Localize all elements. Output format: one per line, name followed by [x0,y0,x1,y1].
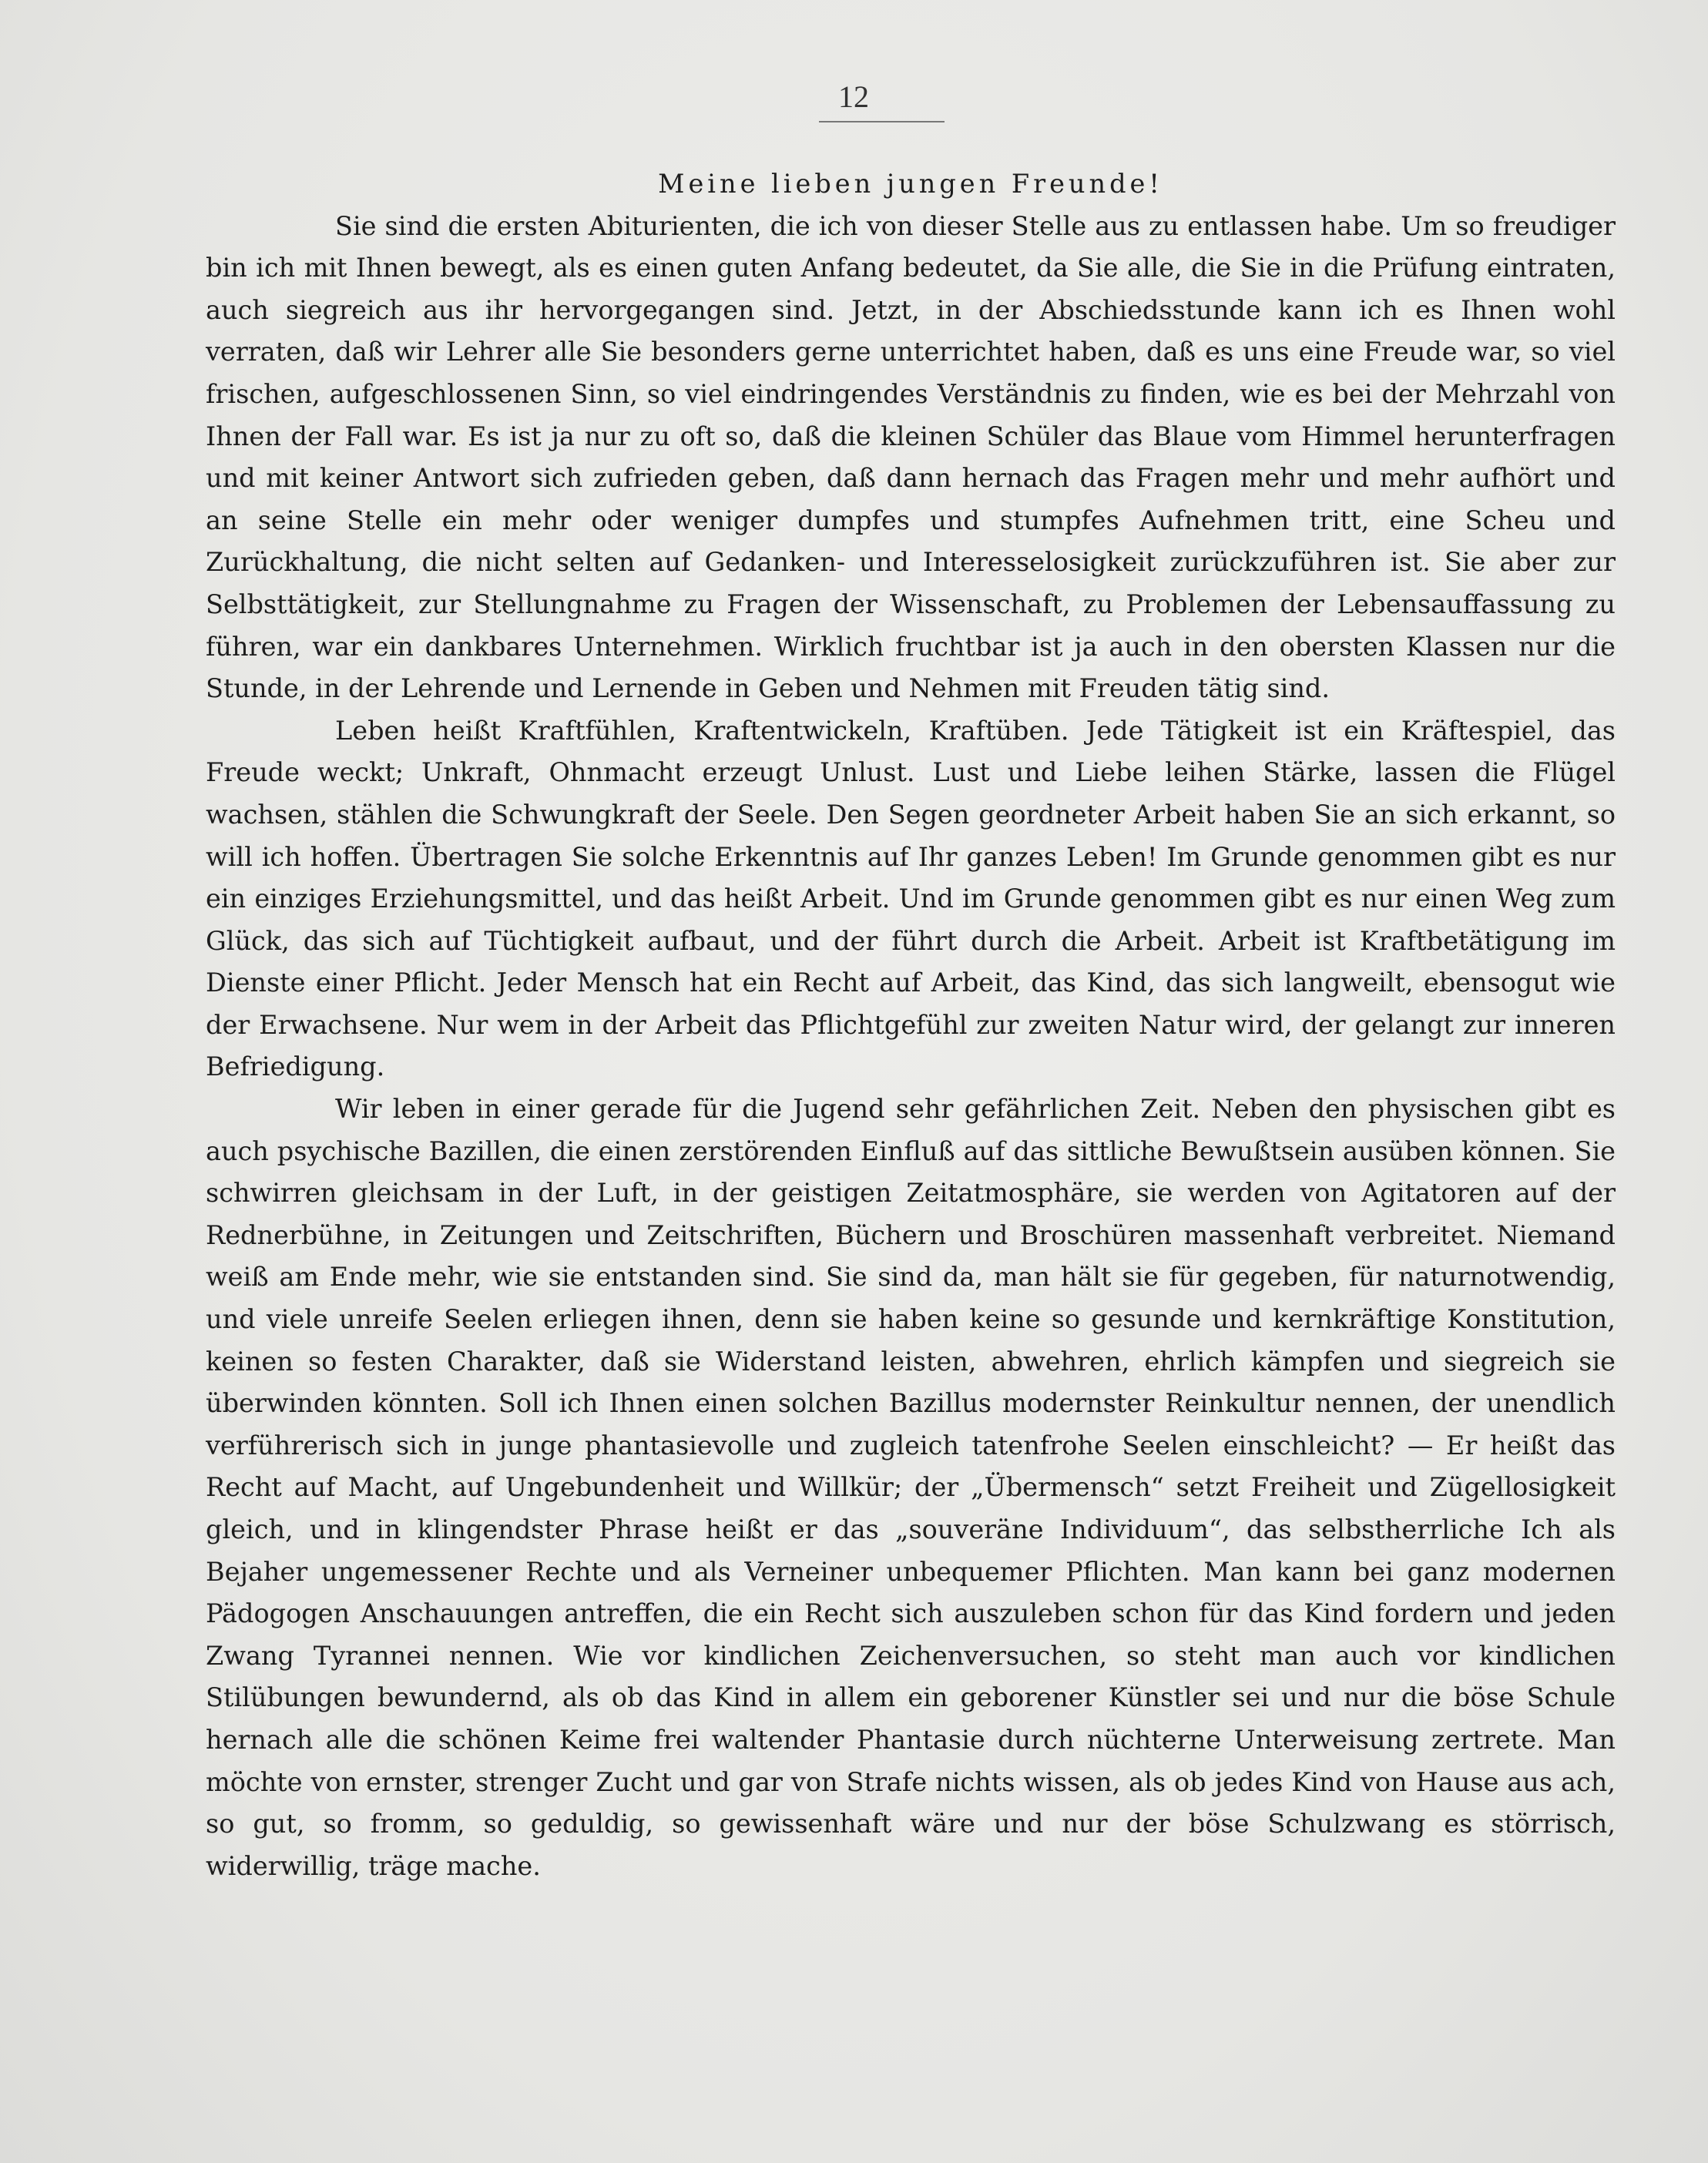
paragraph-1: Sie sind die ersten Abiturienten, die ich von dieser Stelle aus zu entlassen habe. Um so freudiger bin ich mit Ihnen bewegt, als es einen guten Anfang bedeutet, da Sie alle, die Sie in die Prüfung eintraten, auch siegreich aus ihr hervorgegangen sind. Jetzt, in der Abschiedsstunde kann ich es Ihnen wohl verraten, daß wir Lehrer alle Sie besonders gerne unterrichtet haben, daß es uns eine Freude war, so viel frischen, aufgeschlossenen Sinn, so viel eindringendes Verständnis zu finden, wie es bei der Mehrzahl von Ihnen der Fall war. Es ist ja nur zu oft so, daß die kleinen Schüler das Blaue vom Himmel herunterfragen und mit keiner Antwort sich zufrieden geben, daß dann hernach das Fragen mehr und mehr aufhört und an seine Stelle ein mehr oder weniger dumpfes und stumpfes Aufnehmen tritt, eine Scheu und Zurückhaltung, die nicht selten auf Gedanken- und Interesselosigkeit zurückzuführen ist. Sie aber zur Selbsttätigkeit, zur Stellungnahme zu Fragen der Wissenschaft, zu Problemen der Lebensauffassung zu führen, war ein dankbares Unternehmen. Wirklich fruchtbar ist ja auch in den obersten Klassen nur die Stunde, in der Lehrende und Lernende in Geben und Nehmen mit Freuden tätig sind. [206,210,1616,704]
page-number-rule [819,121,945,122]
body-text [206,163,1616,1887]
page-number: 12 [838,79,869,114]
salutation: Meine lieben jungen Freunde! [658,169,1163,199]
paragraph-3: Wir leben in einer gerade für die Jugend sehr gefährlichen Zeit. Neben den physischen gibt es auch psychische Bazillen, die einen zerstörenden Einfluß auf das sittliche Bewußtsein ausüben können. Sie schwirren gleichsam in der Luft, in der geistigen Zeitatmosphäre, sie werden von Agitatoren auf der Rednerbühne, in Zeitungen und Zeitschriften, Büchern und Broschüren massenhaft verbreitet. Niemand weiß am Ende mehr, wie sie entstanden sind. Sie sind da, man hält sie für gegeben, für naturnotwendig, und viele unreife Seelen erliegen ihnen, denn sie haben keine so gesunde und kernkräftige Konstitution, keinen so festen Charakter, daß sie Widerstand leisten, abwehren, ehrlich kämpfen und siegreich sie überwinden könnten. Soll ich Ihnen einen solchen Bazillus modernster Reinkultur nennen, der unendlich verführerisch sich in junge phantasievolle und zugleich tatenfrohe Seelen einschleicht? — Er heißt das Recht auf Macht, auf Ungebundenheit und Willkür; der „Übermensch“ setzt Freiheit und Zügellosigkeit gleich, und in klingendster Phrase heißt er das „souveräne Individuum“, das selbstherrliche Ich als Bejaher ungemessener Rechte und als Verneiner unbequemer Pflichten. Man kann bei ganz modernen Pädogogen Anschauungen antreffen, die ein Recht sich auszuleben schon für das Kind fordern und jeden Zwang Tyrannei nennen. Wie vor kindlichen Zeichenversuchen, so steht man auch vor kindlichen Stilübungen bewundernd, als ob das Kind in allem ein geborener Künstler sei und nur die böse Schule hernach alle die schönen Keime frei waltender Phantasie durch nüchterne Unterweisung zertrete. Man möchte von ernster, strenger Zucht und gar von Strafe nichts wissen, als ob jedes Kind von Hause aus ach, so gut, so fromm, so geduldig, so gewissenhaft wäre und nur der böse Schulzwang es störrisch, widerwillig, träge mache. [206,1094,1616,1881]
paragraph-2: Leben heißt Kraftfühlen, Kraftentwickeln, Kraftüben. Jede Tätigkeit ist ein Kräftespiel, das Freude weckt; Unkraft, Ohnmacht erzeugt Unlust. Lust und Liebe leihen Stärke, lassen die Flügel wachsen, stählen die Schwungkraft der Seele. Den Segen geordneter Arbeit haben Sie an sich erkannt, so will ich hoffen. Übertragen Sie solche Erkenntnis auf Ihr ganzes Leben! Im Grunde genommen gibt es nur ein einziges Erziehungsmittel, und das heißt Arbeit. Und im Grunde genommen gibt es nur einen Weg zum Glück, das sich auf Tüchtigkeit aufbaut, und der führt durch die Arbeit. Arbeit ist Kraftbetätigung im Dienste einer Pflicht. Jeder Mensch hat ein Recht auf Arbeit, das Kind, das sich langweilt, ebensogut wie der Erwachsene. Nur wem in der Arbeit das Pflichtgefühl zur zweiten Natur wird, der gelangt zur inneren Befriedigung. [206,715,1616,1082]
